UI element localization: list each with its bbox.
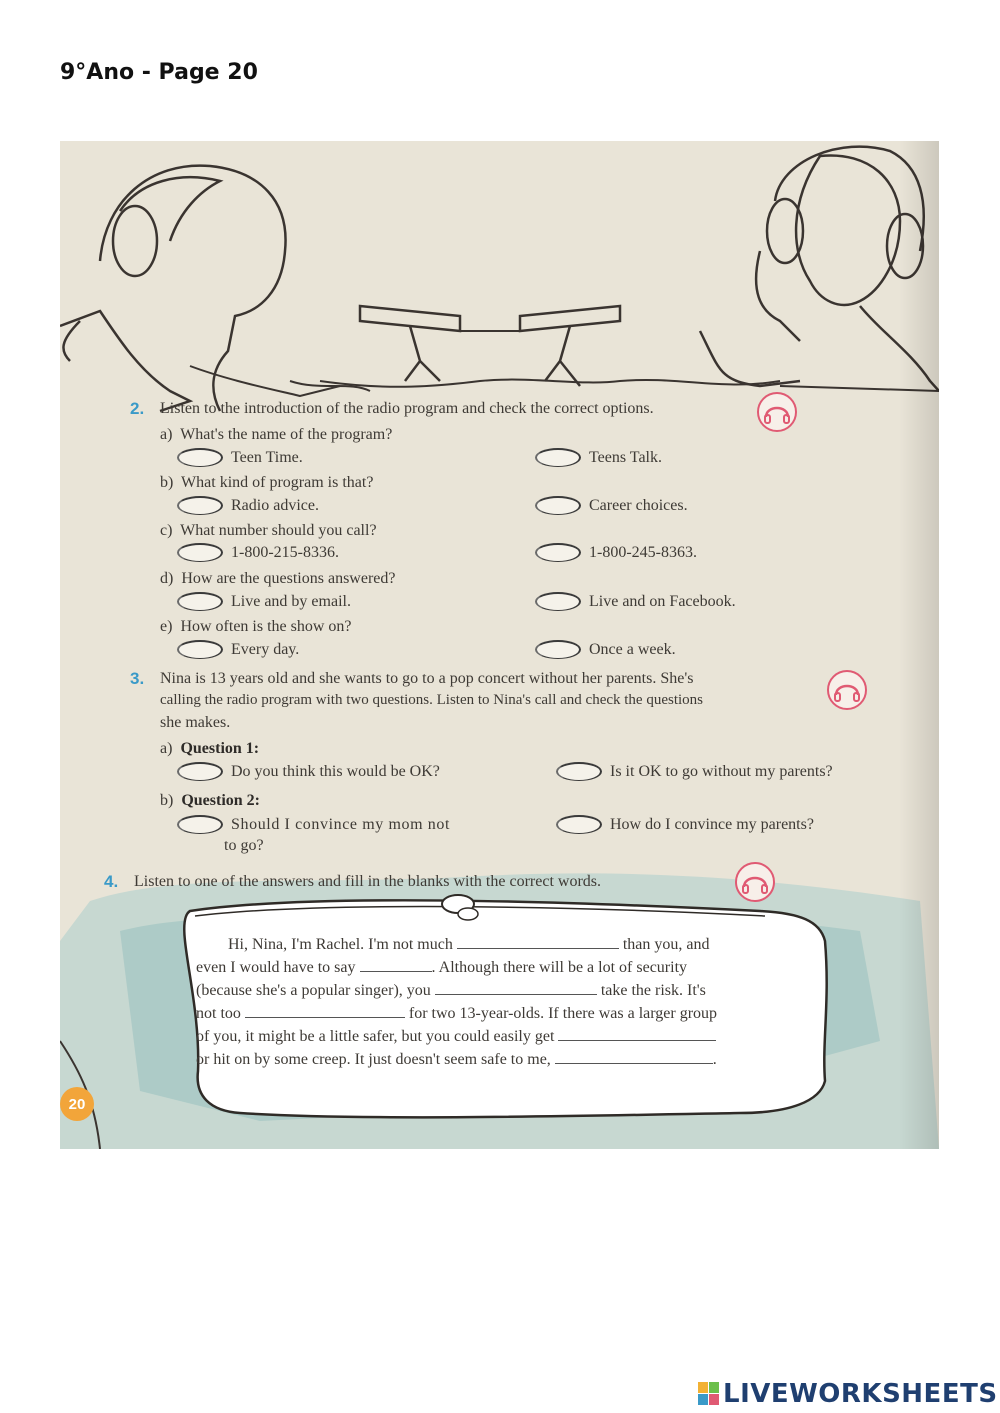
question-4-text: Listen to one of the answers and fill in the blanks with the correct words. (134, 873, 601, 890)
blank-input-6[interactable] (555, 1049, 713, 1064)
q2-a-question: a) What's the name of the program? (160, 426, 393, 443)
q2-b-question: b) What kind of program is that? (160, 474, 374, 491)
radio-oval[interactable] (177, 762, 223, 781)
question-3-line-1: Nina is 13 years old and she wants to go to a pop concert without her parents. She's (160, 670, 694, 687)
page-fold-shade (899, 141, 939, 1149)
radio-oval[interactable] (177, 592, 223, 611)
q2-a-option-1[interactable]: Teen Time. (177, 448, 303, 467)
headphones-icon[interactable] (756, 391, 798, 433)
blank-input-1[interactable] (457, 934, 619, 949)
question-2-text: Listen to the introduction of the radio program and check the correct options. (160, 400, 654, 417)
radio-oval[interactable] (177, 640, 223, 659)
radio-oval[interactable] (556, 762, 602, 781)
liveworksheets-mark-icon (698, 1382, 720, 1406)
headphones-icon[interactable] (734, 861, 776, 903)
liveworksheets-wordmark: LIVEWORKSHEETS (723, 1379, 998, 1409)
page-number-badge: 20 (60, 1087, 94, 1121)
radio-oval[interactable] (535, 592, 581, 611)
q2-e-question: e) How often is the show on? (160, 618, 352, 635)
q3-a-option-1[interactable]: Do you think this would be OK? (177, 762, 440, 781)
question-4-number: 4. (104, 872, 119, 891)
page-title: 9°Ano - Page 20 (60, 60, 258, 85)
q3-a-title: a) Question 1: (160, 740, 260, 757)
q2-d-question: d) How are the questions answered? (160, 570, 396, 587)
q3-b-option-1[interactable]: Should I convince my mom not (177, 815, 450, 834)
worksheet-image (60, 141, 939, 1149)
q3-b-title: b) Question 2: (160, 792, 260, 809)
radio-oval[interactable] (177, 496, 223, 515)
radio-oval[interactable] (177, 815, 223, 834)
q2-c-option-2[interactable]: 1-800-245-8363. (535, 543, 697, 562)
question-3-number: 3. (130, 669, 145, 688)
q2-a-option-2[interactable]: Teens Talk. (535, 448, 662, 467)
question-3-line-3: she makes. (160, 714, 231, 731)
radio-oval[interactable] (177, 448, 223, 467)
radio-oval[interactable] (535, 448, 581, 467)
q2-e-option-1[interactable]: Every day. (177, 640, 299, 659)
q2-b-option-2[interactable]: Career choices. (535, 496, 688, 515)
question-3-line-2: calling the radio program with two questions. Listen to Nina's call and check the questions (160, 692, 703, 708)
headphones-icon[interactable] (826, 669, 868, 711)
blank-input-2[interactable] (360, 957, 432, 972)
blank-input-5[interactable] (558, 1026, 716, 1041)
q2-d-option-1[interactable]: Live and by email. (177, 592, 351, 611)
radio-oval[interactable] (177, 543, 223, 562)
q2-d-option-2[interactable]: Live and on Facebook. (535, 592, 736, 611)
radio-oval[interactable] (535, 543, 581, 562)
passage: Hi, Nina, I'm Rachel. I'm not much than you, and even I would have to say . Although there will be a lot of security (because she's a popular singer), you take the risk. It's not too for two 13-year-olds. If there was a larger group of you, it might be a little safer, but you could easily get or hit on by some creep. It just doesn't seem safe to me, . (196, 936, 718, 1068)
q3-b-option-1-continuation: to go? (224, 837, 264, 854)
q2-c-option-1[interactable]: 1-800-215-8336. (177, 543, 339, 562)
radio-oval[interactable] (535, 496, 581, 515)
radio-oval[interactable] (556, 815, 602, 834)
q2-b-option-1[interactable]: Radio advice. (177, 496, 319, 515)
radio-oval[interactable] (535, 640, 581, 659)
q3-b-option-2[interactable]: How do I convince my parents? (556, 815, 814, 834)
liveworksheets-logo (698, 1379, 998, 1409)
question-2-number: 2. (130, 399, 145, 418)
q2-e-option-2[interactable]: Once a week. (535, 640, 676, 659)
blank-input-3[interactable] (435, 980, 597, 995)
q2-c-question: c) What number should you call? (160, 522, 377, 539)
blank-input-4[interactable] (245, 1003, 405, 1018)
q3-a-option-2[interactable]: Is it OK to go without my parents? (556, 762, 833, 781)
